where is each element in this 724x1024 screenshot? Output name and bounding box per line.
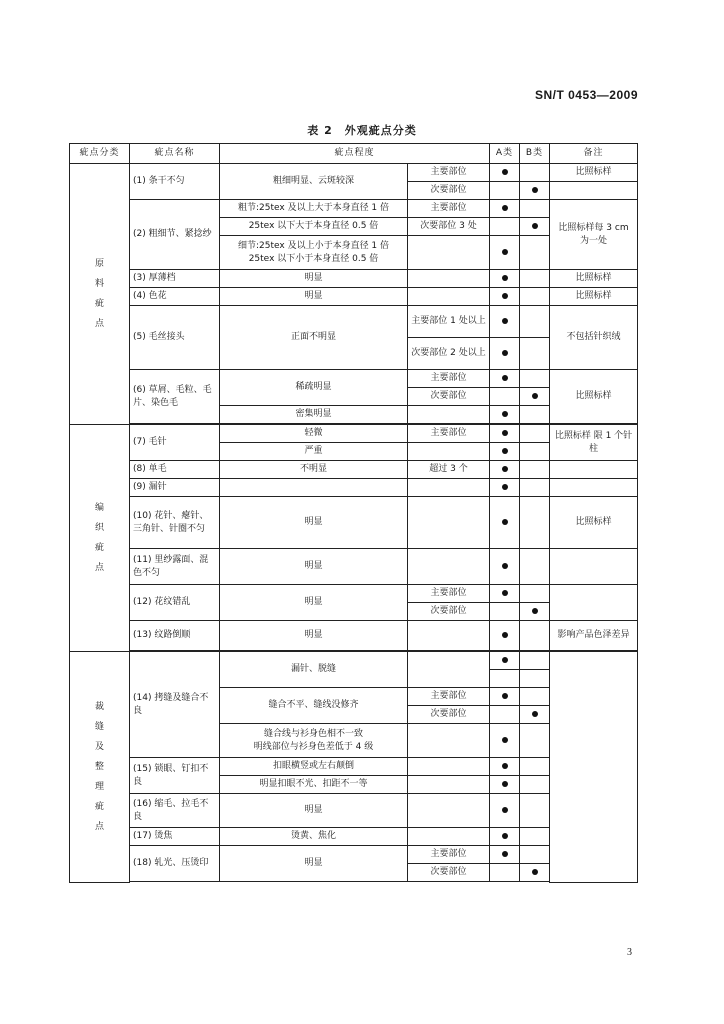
table-title: 表 2 外观疵点分类: [307, 124, 417, 137]
defect-degree: 烫黄、焦化: [220, 828, 408, 846]
position: [408, 479, 490, 497]
defect-degree: [220, 236, 408, 270]
note: 比照标样: [550, 270, 638, 288]
defect-degree: 漏针、脱缝: [220, 652, 408, 688]
dot-mark: [532, 869, 538, 875]
standard-code: SN/T 0453—2009: [534, 88, 638, 102]
defect-degree: 明显: [220, 846, 408, 882]
dot-mark: [532, 393, 538, 399]
table-header-row: [70, 144, 638, 164]
mark-b: [520, 621, 550, 651]
mark-b: [520, 461, 550, 479]
mark-b: [520, 688, 550, 706]
defect-name: (6) 草屑、毛粒、毛片、染色毛: [130, 370, 220, 424]
table-row: [70, 652, 638, 670]
note: 比照标样: [550, 370, 638, 424]
dot-mark: [502, 169, 508, 175]
defect-degree: 粗节:25tex 及以上大于本身直径 1 倍: [220, 200, 408, 218]
category-cell: [70, 652, 130, 883]
position: [408, 236, 490, 270]
position: [408, 776, 490, 794]
position: 超过 3 个: [408, 461, 490, 479]
table-row: [70, 585, 638, 603]
mark-b: [520, 164, 550, 182]
mark-b: [520, 706, 550, 724]
mark-b: [520, 388, 550, 406]
position: [408, 270, 490, 288]
col-header-b: B类: [520, 144, 550, 164]
note: 比照标样: [550, 164, 638, 182]
position: 次要部位 3 处: [408, 218, 490, 236]
mark-b: [520, 828, 550, 846]
position: 次要部位: [408, 706, 490, 724]
dot-mark: [502, 293, 508, 299]
table-row: [70, 479, 638, 497]
defect-degree: 严重: [220, 443, 408, 461]
dot-mark: [502, 590, 508, 596]
table-row: [70, 621, 638, 651]
note: 比照标样每 3 cm 为一处: [550, 200, 638, 270]
note: 比照标样 限 1 个针柱: [550, 425, 638, 461]
degree-line: 缝合线与衫身色相不一致: [263, 728, 363, 739]
degree-line: 明线部位与衫身色差低于 4 级: [253, 741, 374, 752]
note: [550, 549, 638, 585]
position: [408, 497, 490, 549]
dot-mark: [502, 563, 508, 569]
mark-b: [520, 846, 550, 864]
position: 次要部位 2 处以上: [408, 338, 490, 370]
mark-a: [490, 706, 520, 724]
note: 影响产品色泽差异: [550, 621, 638, 651]
mark-a: [490, 794, 520, 828]
defect-name: (3) 厚薄档: [130, 270, 220, 288]
table-row: [70, 497, 638, 549]
mark-b: [520, 306, 550, 338]
defect-degree: 明显: [220, 288, 408, 306]
dot-mark: [502, 350, 508, 356]
table-row: [70, 164, 638, 182]
defect-degree: 明显: [220, 549, 408, 585]
position: [408, 652, 490, 688]
dot-mark: [502, 249, 508, 255]
mark-b: [520, 200, 550, 218]
mark-a: [490, 388, 520, 406]
spacer-cell: [130, 882, 550, 883]
mark-b: [520, 425, 550, 443]
dot-mark: [532, 711, 538, 717]
mark-a: [490, 270, 520, 288]
dot-mark: [502, 448, 508, 454]
mark-a: [490, 652, 520, 670]
mark-a: [490, 182, 520, 200]
dot-mark: [502, 519, 508, 525]
position: 主要部位: [408, 585, 490, 603]
position: [408, 621, 490, 651]
dot-mark: [502, 763, 508, 769]
col-header-note: 备注: [550, 144, 638, 164]
dot-mark: [502, 205, 508, 211]
defect-name: (10) 花针、瘪针、三角针、针圈不匀: [130, 497, 220, 549]
mark-a: [490, 164, 520, 182]
note: [550, 585, 638, 621]
mark-b: [520, 370, 550, 388]
mark-b: [520, 652, 550, 670]
mark-b: [520, 603, 550, 621]
defect-degree: 缝合不平、缝线没修齐: [220, 688, 408, 724]
note: 不包括针织绒: [550, 306, 638, 370]
mark-b: [520, 670, 550, 688]
dot-mark: [502, 693, 508, 699]
category-label: 编织疵点: [94, 503, 104, 573]
position: 次要部位: [408, 182, 490, 200]
category-cell: [70, 425, 130, 652]
note: [550, 479, 638, 497]
defect-degree: 明显: [220, 621, 408, 651]
table-row: [70, 370, 638, 388]
defect-degree: 明显: [220, 585, 408, 621]
mark-b: [520, 182, 550, 200]
defect-name: (18) 轧光、压烫印: [130, 846, 220, 882]
mark-a: [490, 425, 520, 443]
position: 次要部位: [408, 388, 490, 406]
position: [408, 724, 490, 758]
position: [408, 288, 490, 306]
mark-b: [520, 288, 550, 306]
note: [550, 652, 638, 883]
defect-degree: [220, 724, 408, 758]
defect-name: (17) 烫焦: [130, 828, 220, 846]
defect-degree: 粗细明显、云斑较深: [220, 164, 408, 200]
mark-a: [490, 846, 520, 864]
dot-mark: [532, 187, 538, 193]
dot-mark: [502, 657, 508, 663]
position: [408, 828, 490, 846]
dot-mark: [502, 851, 508, 857]
defect-degree: 稀疏明显: [220, 370, 408, 406]
defect-name: (2) 粗细节、紧捻纱: [130, 200, 220, 270]
position: [408, 794, 490, 828]
table-row: [70, 425, 638, 443]
mark-b: [520, 406, 550, 424]
position: 主要部位: [408, 164, 490, 182]
position: [408, 549, 490, 585]
dot-mark: [502, 318, 508, 324]
mark-a: [490, 776, 520, 794]
mark-b: [520, 218, 550, 236]
dot-mark: [502, 430, 508, 436]
table-row: [70, 200, 638, 218]
mark-a: [490, 497, 520, 549]
defect-name: (1) 条干不匀: [130, 164, 220, 200]
dot-mark: [502, 737, 508, 743]
dot-mark: [532, 223, 538, 229]
dot-mark: [502, 375, 508, 381]
col-header-category: 疵点分类: [70, 144, 130, 164]
mark-a: [490, 603, 520, 621]
mark-a: [490, 585, 520, 603]
mark-b: [520, 497, 550, 549]
mark-a: [490, 621, 520, 651]
defect-degree: 轻微: [220, 425, 408, 443]
defect-name: (9) 漏针: [130, 479, 220, 497]
mark-a: [490, 200, 520, 218]
position: 主要部位: [408, 200, 490, 218]
mark-b: [520, 585, 550, 603]
defect-degree: 明显: [220, 794, 408, 828]
dot-mark: [502, 833, 508, 839]
note: [550, 182, 638, 200]
position: 主要部位 1 处以上: [408, 306, 490, 338]
mark-a: [490, 306, 520, 338]
mark-a: [490, 549, 520, 585]
category-label: 原料疵点: [94, 259, 104, 329]
mark-b: [520, 479, 550, 497]
defect-name: (12) 花纹错乱: [130, 585, 220, 621]
mark-a: [490, 864, 520, 882]
mark-a: [490, 479, 520, 497]
defect-name: (16) 缩毛、拉毛不良: [130, 794, 220, 828]
position: 次要部位: [408, 864, 490, 882]
dot-mark: [502, 781, 508, 787]
dot-mark: [502, 275, 508, 281]
defect-name: (11) 里纱露面、混色不匀: [130, 549, 220, 585]
table-row: [70, 549, 638, 585]
mark-a: [490, 370, 520, 388]
note: 比照标样: [550, 497, 638, 549]
defect-degree: 25tex 以下大于本身直径 0.5 倍: [220, 218, 408, 236]
defect-degree: 明显: [220, 270, 408, 288]
table-row: [70, 288, 638, 306]
mark-b: [520, 724, 550, 758]
defect-name: (15) 锁眼、钉扣不良: [130, 758, 220, 794]
degree-line: 25tex 以下小于本身直径 0.5 倍: [248, 253, 379, 264]
mark-b: [520, 443, 550, 461]
defect-degree: 密集明显: [220, 406, 408, 424]
mark-b: [520, 270, 550, 288]
position: 主要部位: [408, 370, 490, 388]
mark-a: [490, 758, 520, 776]
position: 次要部位: [408, 603, 490, 621]
col-header-name: 疵点名称: [130, 144, 220, 164]
defect-name: (13) 纹路倒顺: [130, 621, 220, 651]
position: 主要部位: [408, 425, 490, 443]
defect-name: (8) 单毛: [130, 461, 220, 479]
defect-classification-table: [69, 143, 638, 883]
mark-a: [490, 461, 520, 479]
mark-b: [520, 549, 550, 585]
defect-name: (14) 拷缝及缝合不良: [130, 652, 220, 758]
mark-a: [490, 670, 520, 688]
dot-mark: [502, 484, 508, 490]
defect-name: (4) 色花: [130, 288, 220, 306]
dot-mark: [532, 608, 538, 614]
defect-degree: 扣眼横竖或左右颠倒: [220, 758, 408, 776]
position: 主要部位: [408, 688, 490, 706]
mark-a: [490, 828, 520, 846]
page-number: 3: [627, 947, 632, 958]
dot-mark: [502, 466, 508, 472]
mark-b: [520, 864, 550, 882]
table-row: [70, 461, 638, 479]
mark-a: [490, 724, 520, 758]
col-header-a: A类: [490, 144, 520, 164]
defect-degree: 正面不明显: [220, 306, 408, 370]
mark-b: [520, 794, 550, 828]
defect-degree: 明显扣眼不光、扣距不一等: [220, 776, 408, 794]
position: [408, 406, 490, 424]
dot-mark: [502, 411, 508, 417]
mark-b: [520, 236, 550, 270]
col-header-degree: 疵点程度: [220, 144, 490, 164]
mark-a: [490, 288, 520, 306]
dot-mark: [502, 632, 508, 638]
defect-name: (5) 毛丝接头: [130, 306, 220, 370]
mark-a: [490, 406, 520, 424]
position: 主要部位: [408, 846, 490, 864]
table-row: [70, 306, 638, 338]
mark-b: [520, 758, 550, 776]
mark-a: [490, 218, 520, 236]
defect-degree: [220, 479, 408, 497]
mark-a: [490, 338, 520, 370]
note: [550, 461, 638, 479]
category-cell: [70, 164, 130, 425]
position: [408, 758, 490, 776]
dot-mark: [502, 807, 508, 813]
mark-a: [490, 688, 520, 706]
mark-a: [490, 443, 520, 461]
mark-b: [520, 338, 550, 370]
table-row: [70, 270, 638, 288]
category-label: 裁缝及整理疵点: [94, 701, 104, 832]
defect-name: (7) 毛针: [130, 425, 220, 461]
degree-line: 细节:25tex 及以上小于本身直径 1 倍: [237, 240, 390, 251]
position: [408, 443, 490, 461]
defect-degree: 不明显: [220, 461, 408, 479]
note: 比照标样: [550, 288, 638, 306]
defect-degree: 明显: [220, 497, 408, 549]
mark-b: [520, 776, 550, 794]
mark-a: [490, 236, 520, 270]
